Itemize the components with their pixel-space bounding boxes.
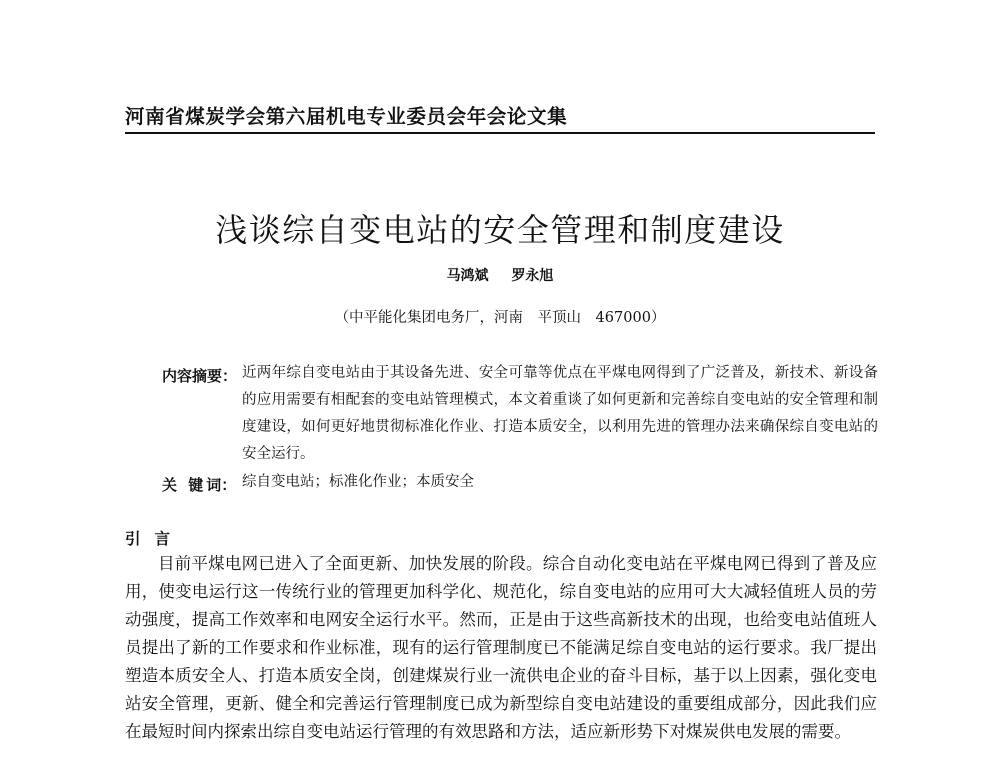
keywords-label-part2: 词： [206,476,237,494]
paper-title: 浅谈综自变电站的安全管理和制度建设 [215,211,785,249]
keywords-label [162,474,242,495]
author-name: 罗永旭 [511,268,554,284]
author-list [0,265,1000,285]
body-paragraph: 目前平煤电网已进入了全面更新、加快发展的阶段。综合自动化变电站在平煤电网已得到了普及应用，使变电运行这一传统行业的管理更加科学化、规范化，综自变电站的应用可大大减轻值班人员的劳动强度，提高工作效率和电网安全运行水平。然而，正是由于这些高新技术的出现，也给变电站值班人员提出了新的工作要求和作业标准，现有的运行管理制度已不能满足综自变电站的运行要求。我厂提出塑造本质安全人、打造本质安全岗，创建煤炭行业一流供电企业的奋斗目标，基于以上因素，强化变电站安全管理，更新、健全和完善运行管理制度已成为新型综自变电站建设的重要组成部分，因此我们应在最短时间内探索出综自变电站运行管理的有效思路和方法，适应新形势下对煤炭供电发展的需要。 [125,554,877,741]
header-rule [125,132,875,134]
abstract-text: 近两年综自变电站由于其设备先进、安全可靠等优点在平煤电网得到了广泛普及，新技术、新设备的应用需要有相配套的变电站管理模式，本文着重谈了如何更新和完善综自变电站的安全管理和制度建设，如何更好地贯彻标准化作业、打造本质安全，以利用先进的管理办法来确保综自变电站的安全运行。 [242,365,878,462]
section-heading: 引言 [125,530,185,548]
keywords-text: 综自变电站；标准化作业；本质安全 [242,474,474,490]
abstract-label: 内容摘要： [162,367,238,385]
affiliation: （中平能化集团电务厂，河南 平顶山 467000） [334,310,666,326]
keywords-label-part1: 关 键 [162,476,207,494]
running-header: 河南省煤炭学会第六届机电专业委员会年会论文集 [125,105,568,128]
author-name: 马鸿斌 [446,268,489,284]
